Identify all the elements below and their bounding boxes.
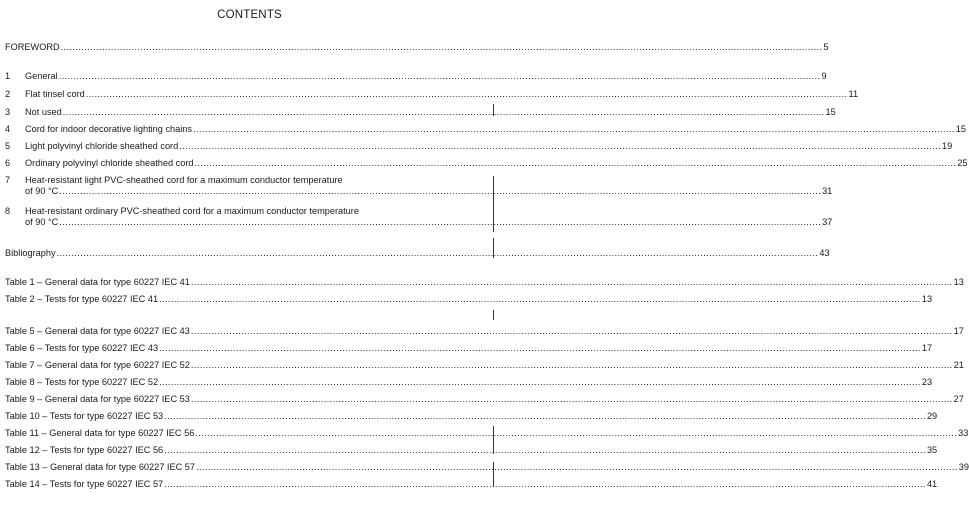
dot-leader [59, 186, 821, 197]
toc-entry-page: 37 [822, 217, 833, 227]
dot-leader [159, 343, 921, 354]
dot-leader [164, 479, 926, 490]
clause-number: 8 [5, 206, 11, 216]
toc-entry-page: 23 [921, 377, 933, 387]
toc-entry-page: 9 [821, 71, 827, 81]
toc-entry-label: Table 9 – General data for type 60227 IEC 53 [5, 394, 190, 404]
toc-entry-label: Not used [25, 107, 62, 117]
dot-leader [191, 326, 953, 337]
change-bar [493, 176, 494, 232]
toc-entry-table-5[interactable] [5, 326, 964, 337]
change-bar [493, 238, 494, 258]
toc-entry-page: 15 [955, 124, 966, 134]
toc-entry-label: Table 7 – General data for type 60227 IEC 52 [5, 360, 190, 370]
toc-entry-page: 41 [926, 479, 938, 489]
toc-entry-label: Table 6 – Tests for type 60227 IEC 43 [5, 343, 159, 353]
toc-entry-label: Flat tinsel cord [25, 89, 85, 99]
toc-entry-page: 17 [953, 326, 964, 336]
toc-entry-clause-1[interactable] [5, 71, 827, 82]
dot-leader [164, 411, 926, 422]
toc-entry-page: 43 [819, 248, 830, 258]
toc-entry-clause-4[interactable] [5, 124, 966, 135]
toc-entry-table-1[interactable] [5, 277, 964, 288]
toc-entry-page: 27 [953, 394, 964, 404]
toc-entry-clause-5[interactable] [5, 141, 953, 152]
toc-entry-table-14[interactable] [5, 479, 938, 490]
toc-entry-label: FOREWORD [5, 42, 60, 52]
dot-leader [59, 217, 821, 228]
toc-entry-table-2[interactable] [5, 294, 933, 305]
toc-entry-bibliography[interactable] [5, 248, 830, 259]
dot-leader [193, 124, 955, 135]
dot-leader [159, 294, 921, 305]
toc-entry-table-6[interactable] [5, 343, 933, 354]
toc-entry-page: 33 [958, 428, 969, 438]
clause-number: 7 [5, 175, 11, 185]
toc-entry-page: 5 [823, 42, 829, 52]
dot-leader [179, 141, 941, 152]
toc-entry-label: Bibliography [5, 248, 56, 258]
toc-entry-table-13[interactable] [5, 462, 969, 473]
toc-entry-page: 21 [953, 360, 964, 370]
change-bar [493, 310, 494, 320]
toc-entry-foreword[interactable] [5, 42, 829, 53]
toc-entry-table-8[interactable] [5, 377, 933, 388]
dot-leader [195, 158, 957, 169]
toc-entry-page: 39 [958, 462, 969, 472]
toc-entry-label: Table 13 – General data for type 60227 IEC 57 [5, 462, 196, 472]
toc-entry-table-11[interactable] [5, 428, 969, 439]
toc-entry-label-line2: of 90 °C [25, 217, 59, 227]
toc-entry-label-line2: of 90 °C [25, 186, 59, 196]
toc-entry-page: 13 [953, 277, 964, 287]
toc-entry-label: Table 1 – General data for type 60227 IEC 41 [5, 277, 190, 287]
toc-entry-page: 19 [941, 141, 953, 151]
dot-leader [57, 248, 819, 259]
toc-entry-page: 25 [957, 158, 968, 168]
toc-entry-label: Ordinary polyvinyl chloride sheathed cord [25, 158, 194, 168]
toc-entry-clause-8[interactable] [5, 206, 833, 228]
clause-number: 3 [5, 107, 11, 117]
dot-leader [61, 42, 823, 53]
dot-leader [191, 277, 953, 288]
clause-number: 5 [5, 141, 11, 151]
clause-number: 6 [5, 158, 11, 168]
toc-entry-page: 15 [825, 107, 836, 117]
dot-leader [196, 462, 958, 473]
toc-entry-label: Table 10 – Tests for type 60227 IEC 53 [5, 411, 164, 421]
toc-entry-page: 17 [921, 343, 933, 353]
dot-leader [191, 360, 953, 371]
dot-leader [195, 428, 957, 439]
toc-entry-label: Cord for indoor decorative lighting chains [25, 124, 192, 134]
toc-entry-label: Table 11 – General data for type 60227 IEC 56 [5, 428, 195, 438]
toc-entry-label: Table 5 – General data for type 60227 IEC 43 [5, 326, 190, 336]
toc-entry-clause-2[interactable] [5, 89, 859, 100]
dot-leader [191, 394, 953, 405]
toc-entry-clause-3[interactable] [5, 107, 836, 118]
toc-entry-clause-6[interactable] [5, 158, 968, 169]
toc-entry-table-12[interactable] [5, 445, 938, 456]
toc-entry-label: Light polyvinyl chloride sheathed cord [25, 141, 179, 151]
change-bar [493, 426, 494, 454]
toc-entry-label-line1: Heat-resistant light PVC-sheathed cord for a maximum conductor temperature [25, 175, 343, 185]
toc-entry-table-9[interactable] [5, 394, 964, 405]
toc-entry-table-7[interactable] [5, 360, 964, 371]
toc-entry-table-10[interactable] [5, 411, 938, 422]
toc-entry-page: 11 [848, 89, 859, 99]
toc-entry-label-line1: Heat-resistant ordinary PVC-sheathed cord for a maximum conductor temperature [25, 206, 359, 216]
clause-number: 2 [5, 89, 11, 99]
toc-entry-label: Table 14 – Tests for type 60227 IEC 57 [5, 479, 164, 489]
page-title: CONTENTS [217, 9, 282, 21]
toc-entry-label: Table 12 – Tests for type 60227 IEC 56 [5, 445, 164, 455]
toc-entry-page: 29 [926, 411, 938, 421]
change-bar [493, 104, 494, 116]
toc-entry-label: General [25, 71, 58, 81]
dot-leader [164, 445, 926, 456]
clause-number: 1 [5, 71, 11, 81]
dot-leader [63, 107, 825, 118]
toc-entry-page: 31 [822, 186, 833, 196]
dot-leader [59, 71, 821, 82]
toc-entry-clause-7[interactable] [5, 175, 833, 197]
toc-entry-page: 13 [921, 294, 933, 304]
dot-leader [86, 89, 848, 100]
dot-leader [159, 377, 921, 388]
clause-number: 4 [5, 124, 11, 134]
change-bar [493, 462, 494, 487]
toc-entry-label: Table 8 – Tests for type 60227 IEC 52 [5, 377, 159, 387]
toc-entry-label: Table 2 – Tests for type 60227 IEC 41 [5, 294, 159, 304]
toc-entry-page: 35 [926, 445, 938, 455]
